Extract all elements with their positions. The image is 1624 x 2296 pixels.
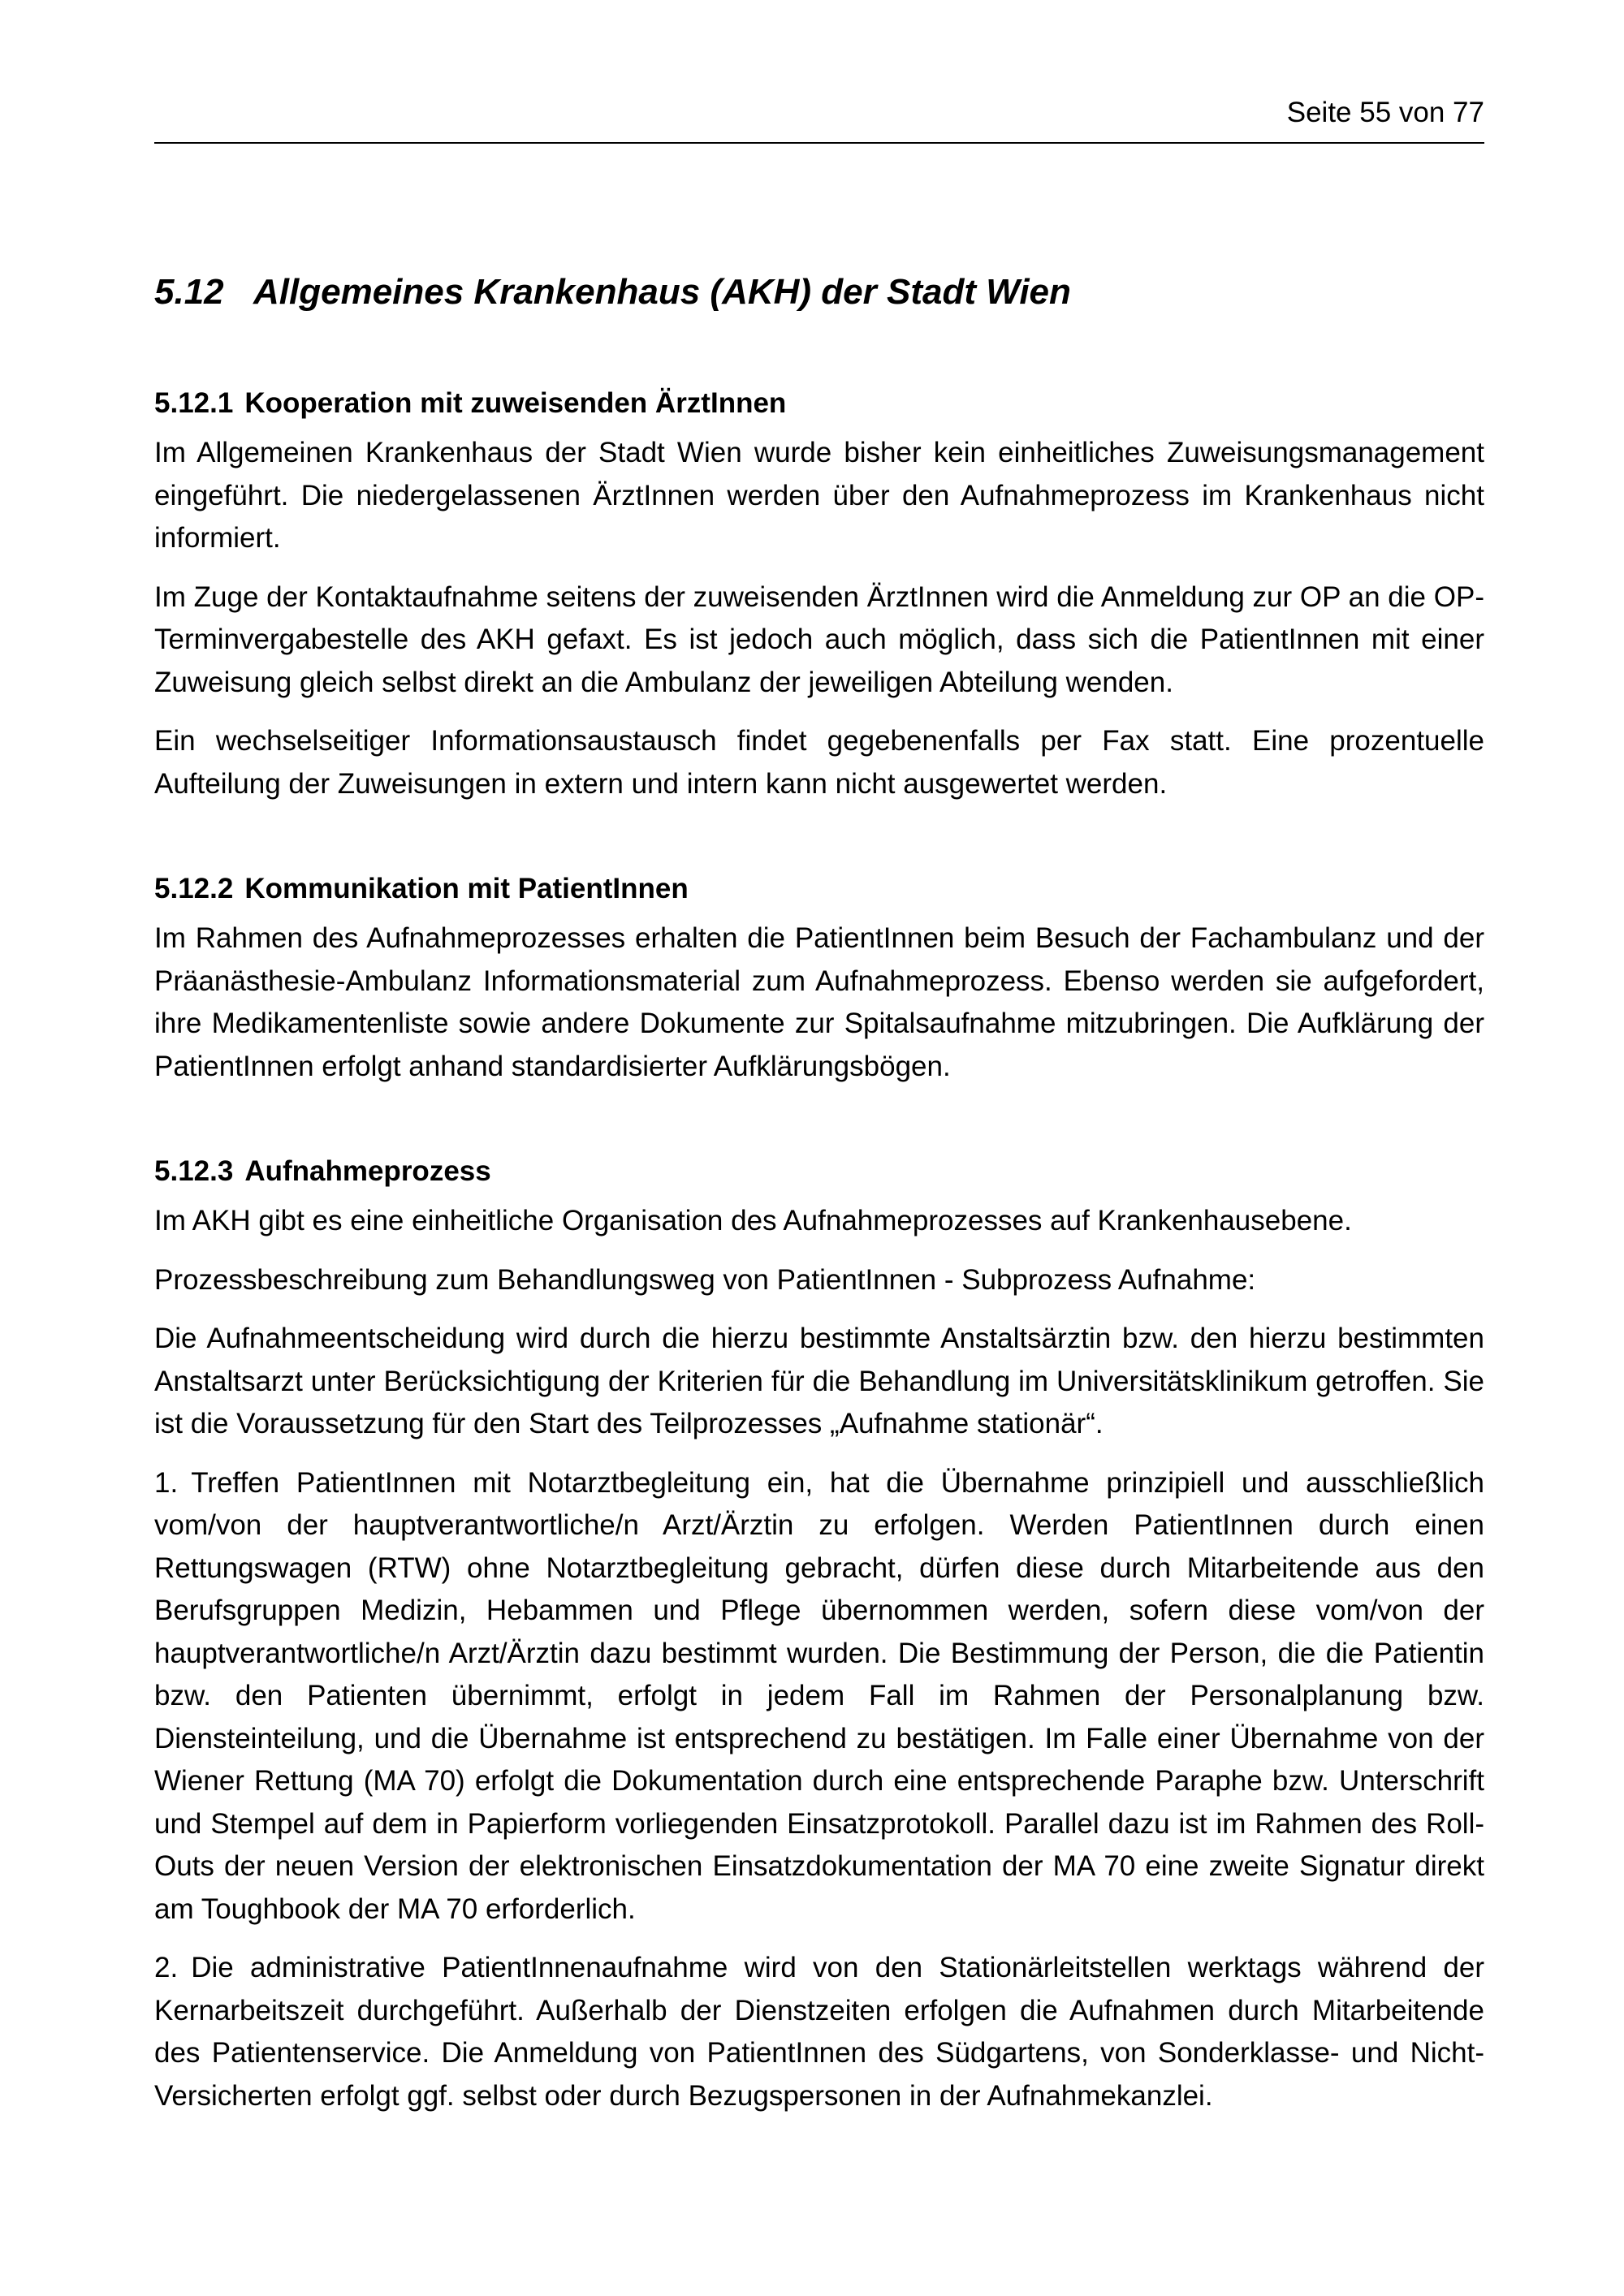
section-kommunikation [154, 869, 1484, 1088]
section-heading [154, 383, 1484, 424]
paragraph: Im Allgemeinen Krankenhaus der Stadt Wien wurde bisher kein einheitliches Zuweisungsmanagement eingeführt. Die niedergelassenen ÄrztInnen werden über den Aufnahmeprozess im Krankenhaus nicht informiert. [154, 437, 1484, 554]
chapter-heading [154, 268, 1484, 317]
paragraph: Ein wechselseitiger Informationsaustausch findet gegebenenfalls per Fax statt. Eine prozentuelle Aufteilung der Zuweisungen in extern und intern kann nicht ausgewertet werden. [154, 725, 1484, 800]
chapter-title: Allgemeines Krankenhaus (AKH) der Stadt Wien [253, 272, 1071, 312]
list-item [154, 1947, 1484, 2117]
list-item-text: Treffen PatientInnen mit Notarztbegleitung ein, hat die Übernahme prinzipiell und ausschließlich vom/von der hauptverantwortliche/n Arzt/Ärztin zu erfolgen. Werden PatientInnen durch einen Rettungswagen (RTW) ohne Notarztbegleitung gebracht, dürfen diese durch Mitarbeitende aus den Berufsgruppen Medizin, Hebammen und Pflege übernommen werden, sofern diese vom/von der hauptverantwortliche/n Arzt/Ärztin dazu bestimmt wurden. Die Bestimmung der Person, die die Patientin bzw. den Patienten übernimmt, erfolgt in jedem Fall im Rahmen der Personalplanung bzw. Diensteinteilung, und die Übernahme ist entsprechend zu bestätigen. Im Falle einer Übernahme von der Wiener Rettung (MA 70) erfolgt die Dokumentation durch eine entsprechende Paraphe bzw. Unterschrift und Stempel auf dem in Papierform vorliegenden Einsatzprotokoll. Parallel dazu ist im Rahmen des Roll-Outs der neuen Version der elektronischen Einsatzdokumentation der MA 70 eine zweite Signatur direkt am Toughbook der MA 70 erforderlich. [154, 1466, 1484, 1925]
page-number-label: Seite 55 von 77 [1286, 97, 1484, 128]
list-item-number: 2. [154, 1952, 179, 1983]
section-title: Aufnahmeprozess [244, 1155, 491, 1187]
section-title: Kooperation mit zuweisenden ÄrztInnen [244, 387, 787, 419]
section-aufnahmeprozess [154, 1151, 1484, 2117]
section-heading [154, 1151, 1484, 1192]
list-item-number: 1. [154, 1466, 179, 1499]
section-number: 5.12.1 [154, 387, 234, 419]
paragraph: Im AKH gibt es eine einheitliche Organisation des Aufnahmeprozesses auf Krankenhausebene. [154, 1205, 1352, 1236]
paragraph: Die Aufnahmeentscheidung wird durch die hierzu bestimmte Anstaltsärztin bzw. den hierzu bestimmten Anstaltsarzt unter Berücksichtigung der Kriterien für die Behandlung im Universitätsklinikum getroffen. Sie ist die Voraussetzung für den Start des Teilprozesses „Aufnahme stationär“. [154, 1323, 1484, 1439]
paragraph: Prozessbeschreibung zum Behandlungsweg von PatientInnen - Subprozess Aufnahme: [154, 1263, 1256, 1296]
page-content [154, 268, 1484, 2134]
list-item-text: Die administrative PatientInnenaufnahme wird von den Stationärleitstellen werktags während der Kernarbeitszeit durchgeführt. Außerhalb der Dienstzeiten erfolgen die Aufnahmen durch Mitarbeitende des Patientenservice. Die Anmeldung von PatientInnen des Südgartens, von Sonderklasse- und Nicht-Versicherten erfolgt ggf. selbst oder durch Bezugspersonen in der Aufnahmekanzlei. [154, 1952, 1484, 2112]
list-item [154, 1462, 1484, 1931]
section-number: 5.12.2 [154, 873, 234, 904]
section-kooperation [154, 383, 1484, 805]
page-header [154, 93, 1484, 144]
paragraph: Im Rahmen des Aufnahmeprozesses erhalten die PatientInnen beim Besuch der Fachambulanz und der Präanästhesie-Ambulanz Informationsmaterial zum Aufnahmeprozess. Ebenso werden sie aufgefordert, ihre Medikamentenliste sowie andere Dokumente zur Spitalsaufnahme mitzubringen. Die Aufklärung der PatientInnen erfolgt anhand standardisierter Aufklärungsbögen. [154, 922, 1484, 1082]
paragraph: Im Zuge der Kontaktaufnahme seitens der zuweisenden ÄrztInnen wird die Anmeldung zur OP an die OP-Terminvergabestelle des AKH gefaxt. Es ist jedoch auch möglich, dass sich die PatientInnen mit einer Zuweisung gleich selbst direkt an die Ambulanz der jeweiligen Abteilung wenden. [154, 580, 1484, 698]
chapter-number: 5.12 [154, 272, 224, 312]
section-number: 5.12.3 [154, 1155, 234, 1187]
section-title: Kommunikation mit PatientInnen [244, 873, 689, 904]
section-heading [154, 869, 1484, 909]
